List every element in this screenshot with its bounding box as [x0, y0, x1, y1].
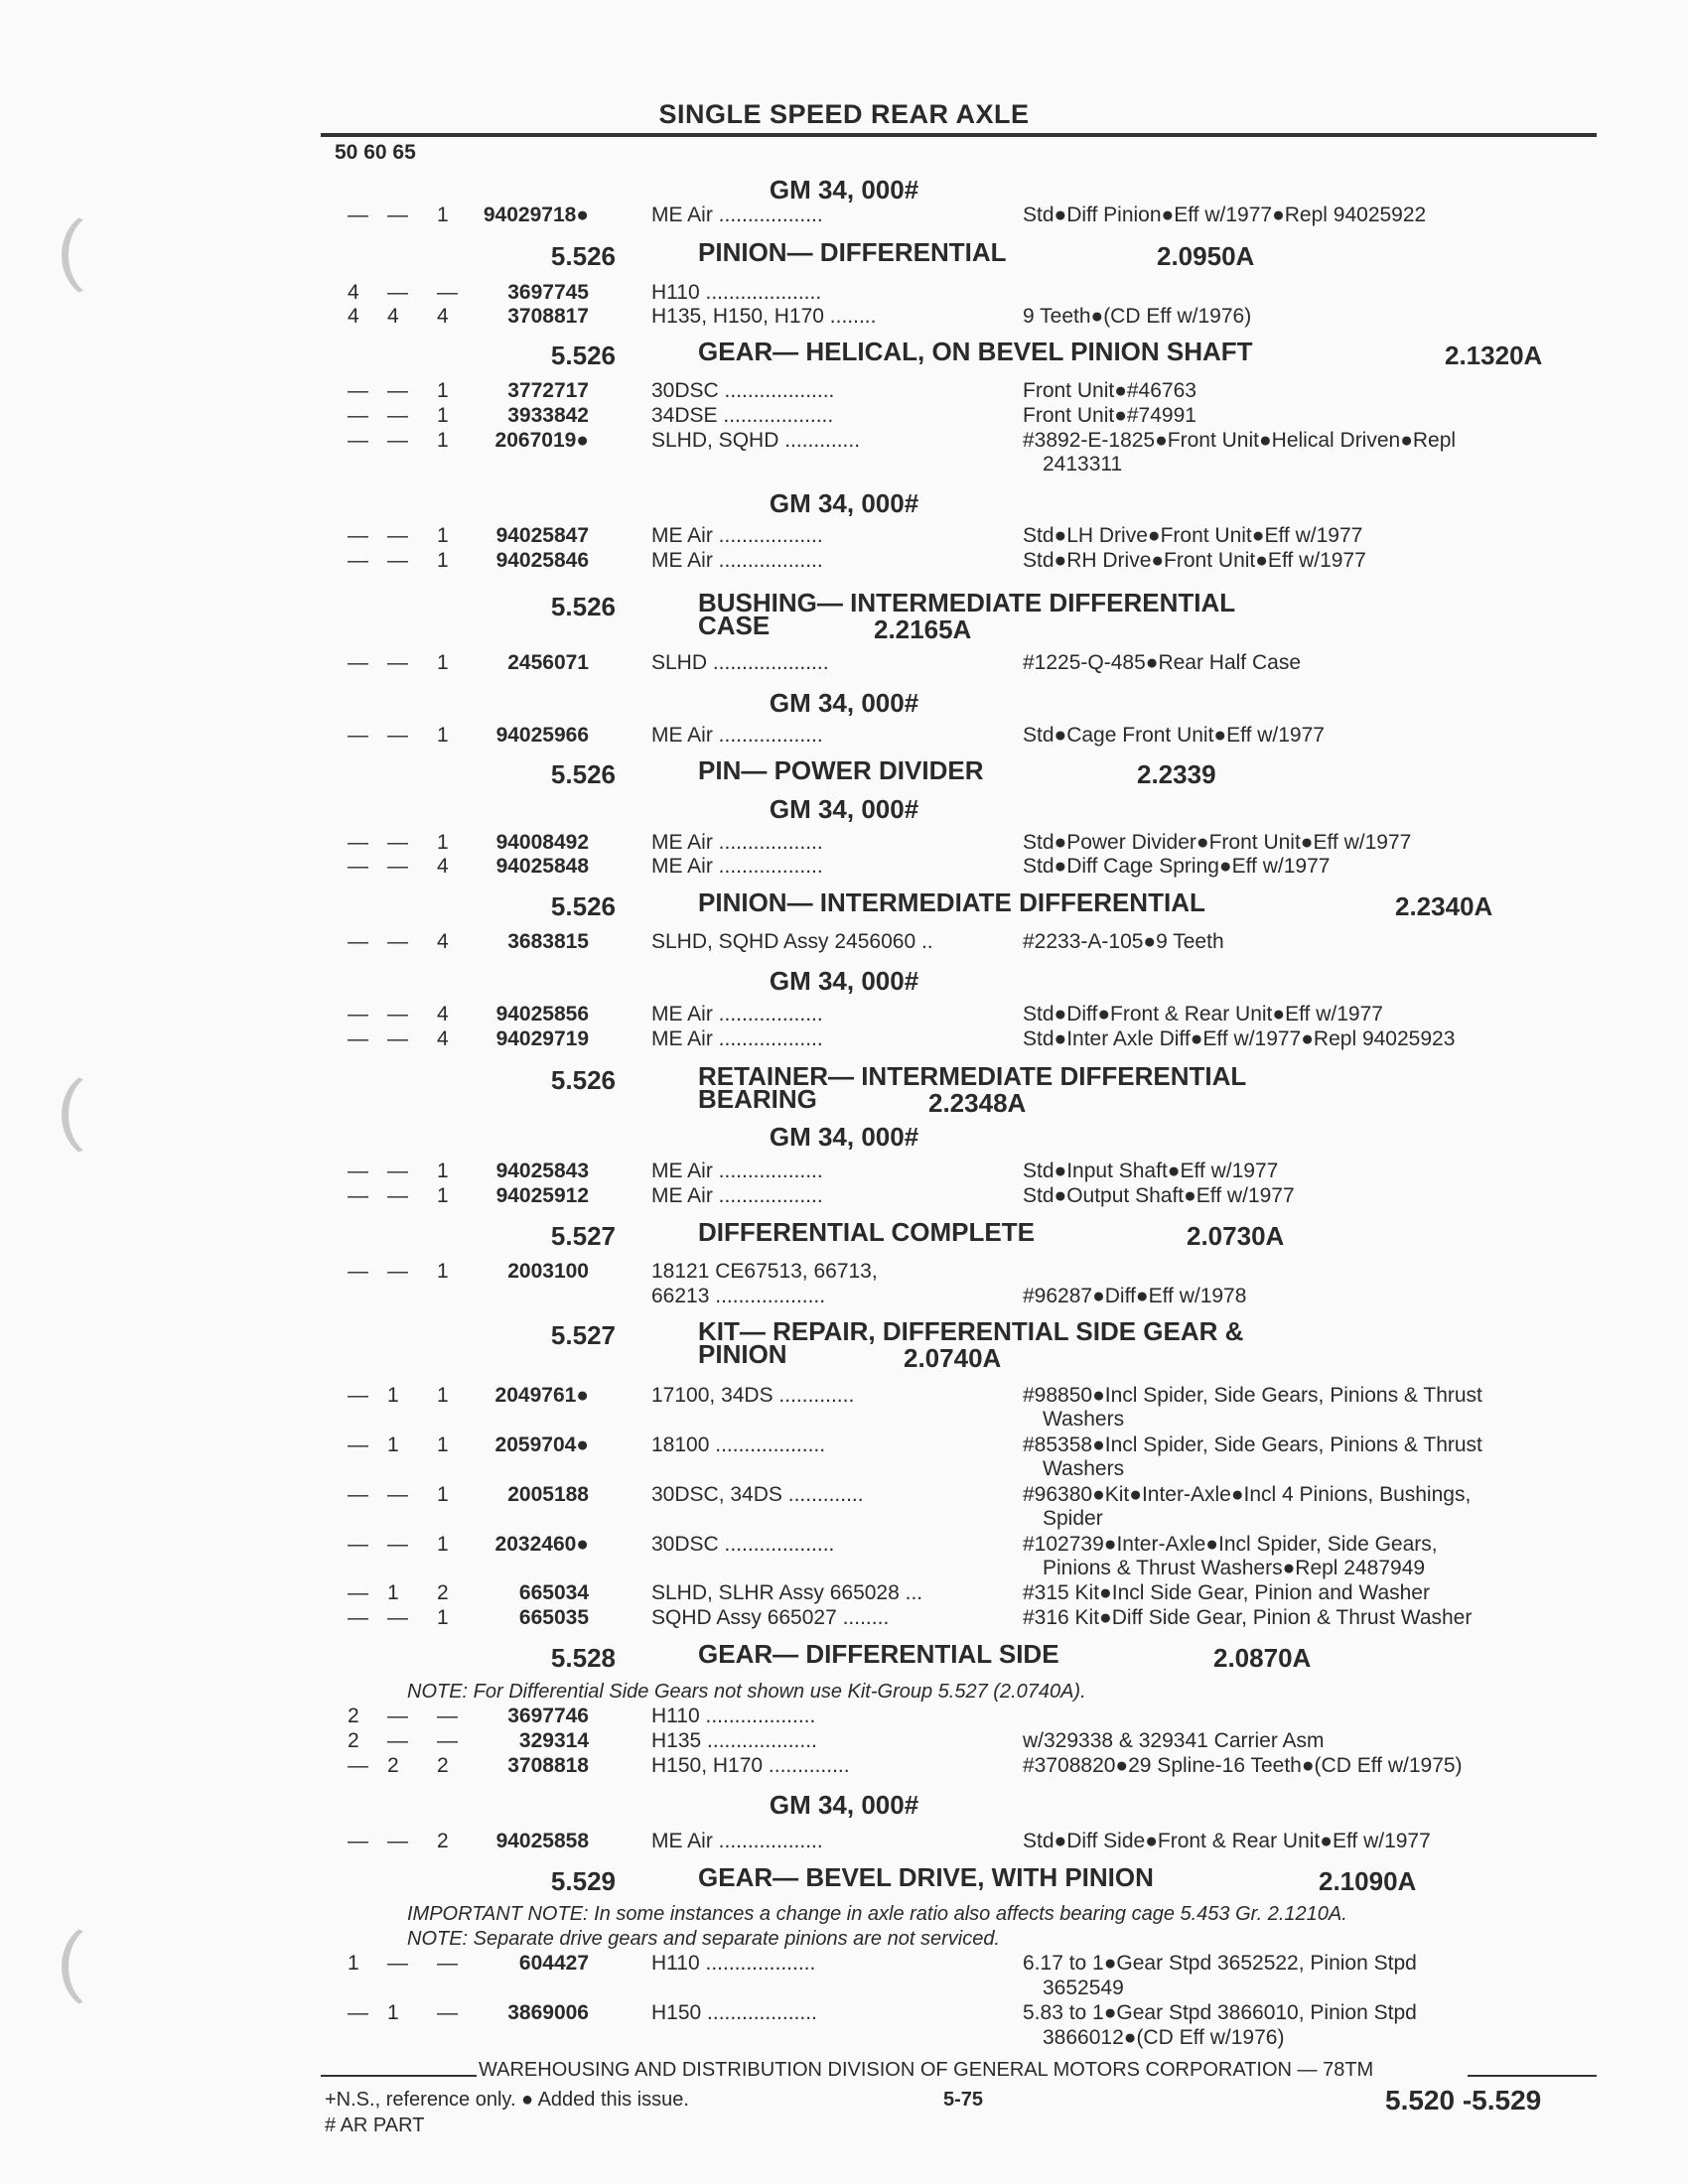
- qty-cell: —: [387, 1533, 408, 1556]
- application: H135, H150, H170 ........: [651, 305, 877, 328]
- remarks: Front Unit●#74991: [1023, 404, 1196, 427]
- part-number: 94008492: [495, 831, 589, 854]
- qty-cell: —: [387, 429, 408, 452]
- table-row: [0, 651, 1688, 677]
- gm-heading: GM 34, 000#: [769, 794, 919, 824]
- qty-cell: —: [387, 1027, 408, 1050]
- footer-legend-ar: # AR PART: [325, 2115, 425, 2136]
- section-note: NOTE: For Differential Side Gears not shown use Kit-Group 5.527 (2.0740A).: [407, 1681, 1086, 1703]
- section-title: PINION— DIFFERENTIAL: [698, 237, 1007, 267]
- qty-cell: —: [348, 855, 368, 878]
- application: H110 ...................: [651, 1952, 816, 1975]
- application: ME Air ..................: [651, 724, 823, 747]
- remarks: Front Unit●#46763: [1023, 379, 1196, 402]
- remarks: Washers: [1043, 1408, 1125, 1431]
- remarks: #96287●Diff●Eff w/1978: [1023, 1285, 1247, 1307]
- remarks: w/329338 & 329341 Carrier Asm: [1023, 1729, 1325, 1752]
- qty-cell: —: [348, 1754, 368, 1777]
- qty-cell: —: [348, 549, 368, 572]
- section-group-code: 2.0950A: [1157, 241, 1255, 271]
- remarks: Std●RH Drive●Front Unit●Eff w/1977: [1023, 549, 1366, 572]
- qty-cell: —: [348, 1830, 368, 1852]
- qty-cell: 1: [437, 1433, 449, 1456]
- qty-cell: 1: [437, 831, 449, 854]
- section-title: GEAR— HELICAL, ON BEVEL PINION SHAFT: [698, 337, 1253, 366]
- qty-cell: 1: [387, 1384, 399, 1407]
- application: H110 ....................: [651, 281, 822, 304]
- qty-cell: —: [348, 651, 368, 674]
- qty-cell: 1: [437, 204, 449, 226]
- remarks: #3708820●29 Spline-16 Teeth●(CD Eff w/1975): [1023, 1754, 1463, 1777]
- page-title: SINGLE SPEED REAR AXLE: [658, 99, 1030, 129]
- qty-cell: 4: [348, 281, 359, 304]
- section-number: 5.529: [550, 1866, 616, 1896]
- section-note: IMPORTANT NOTE: In some instances a change in axle ratio also affects bearing cage 5.453 Gr. 2.1210A.: [407, 1903, 1347, 1925]
- part-number: 3933842: [507, 404, 589, 427]
- part-number: 3708818: [507, 1754, 589, 1777]
- qty-cell: —: [348, 1184, 368, 1207]
- qty-cell: —: [348, 404, 368, 427]
- remarks: #85358●Incl Spider, Side Gears, Pinions & Thrust: [1023, 1433, 1482, 1456]
- qty-cell: 1: [437, 651, 449, 674]
- table-row: [0, 204, 1688, 229]
- gm-heading: GM 34, 000#: [769, 966, 919, 996]
- qty-cell: 1: [437, 1184, 449, 1207]
- table-row: [0, 1830, 1688, 1855]
- remarks: 9 Teeth●(CD Eff w/1976): [1023, 305, 1252, 328]
- qty-cell: 4: [437, 305, 449, 328]
- part-number: 2003100: [507, 1260, 589, 1283]
- qty-cell: 1: [387, 1581, 399, 1604]
- remarks: 2413311: [1043, 453, 1123, 476]
- gm-heading: GM 34, 000#: [769, 488, 919, 518]
- qty-cell: —: [437, 1952, 458, 1975]
- qty-cell: 1: [437, 379, 449, 402]
- qty-cell: —: [348, 724, 368, 747]
- part-number: 3683815: [507, 930, 589, 953]
- qty-cell: —: [387, 1705, 408, 1727]
- application: ME Air ..................: [651, 524, 823, 547]
- part-number: 2049761●: [494, 1384, 589, 1407]
- remarks: #96380●Kit●Inter-Axle●Incl 4 Pinions, Bushings,: [1023, 1483, 1472, 1506]
- table-row: [0, 930, 1688, 956]
- footer-rule-right: [1468, 2075, 1597, 2077]
- section-number: 5.526: [550, 592, 616, 621]
- qty-cell: —: [387, 549, 408, 572]
- qty-cell: —: [387, 651, 408, 674]
- table-row: [0, 524, 1688, 550]
- qty-cell: —: [348, 524, 368, 547]
- section-group-code: 2.2165A: [874, 614, 972, 644]
- remarks: 5.83 to 1●Gear Stpd 3866010, Pinion Stpd: [1023, 2001, 1417, 2024]
- table-row: [0, 1533, 1688, 1559]
- part-number: 2456071: [507, 651, 589, 674]
- section-title-continued: PINION: [698, 1339, 787, 1369]
- qty-cell: 1: [437, 1483, 449, 1506]
- qty-cell: —: [348, 1027, 368, 1050]
- qty-cell: —: [387, 1952, 408, 1975]
- remarks: Std●Inter Axle Diff●Eff w/1977●Repl 94025923: [1023, 1027, 1456, 1050]
- qty-cell: —: [348, 831, 368, 854]
- application: H150, H170 ..............: [651, 1754, 850, 1777]
- remarks: Washers: [1043, 1457, 1125, 1480]
- application: 66213 ...................: [651, 1285, 826, 1307]
- qty-cell: —: [387, 1003, 408, 1025]
- footer-division: WAREHOUSING AND DISTRIBUTION DIVISION OF GENERAL MOTORS CORPORATION — 78TM: [479, 2059, 1374, 2081]
- qty-cell: 2: [348, 1729, 359, 1752]
- section-title: KIT— REPAIR, DIFFERENTIAL SIDE GEAR &: [698, 1316, 1244, 1346]
- part-number: 94025856: [495, 1003, 589, 1025]
- qty-cell: —: [437, 2001, 458, 2024]
- application: 18121 CE67513, 66713,: [651, 1260, 878, 1283]
- section-group-code: 2.2340A: [1395, 891, 1493, 921]
- part-number: 94025848: [495, 855, 589, 878]
- application: 34DSE ...................: [651, 404, 834, 427]
- qty-cell: 1: [437, 1384, 449, 1407]
- table-row: [0, 1754, 1688, 1780]
- part-number: 94025843: [495, 1160, 589, 1182]
- table-row: [0, 1285, 1688, 1310]
- qty-cell: —: [437, 1729, 458, 1752]
- qty-cell: 2: [437, 1581, 449, 1604]
- qty-cell: —: [387, 524, 408, 547]
- qty-cell: 4: [437, 1003, 449, 1025]
- qty-cell: 1: [437, 1260, 449, 1283]
- section-group-code: 2.1320A: [1445, 341, 1543, 370]
- qty-cell: 2: [437, 1754, 449, 1777]
- application: H135 ...................: [651, 1729, 817, 1752]
- remarks: Std●Diff Side●Front & Rear Unit●Eff w/1977: [1023, 1830, 1431, 1852]
- qty-cell: 1: [387, 2001, 399, 2024]
- qty-cell: —: [387, 724, 408, 747]
- qty-cell: —: [387, 831, 408, 854]
- part-number: 665034: [518, 1581, 589, 1604]
- table-row: [0, 1606, 1688, 1632]
- application: ME Air ..................: [651, 1027, 823, 1050]
- table-row: [0, 1952, 1688, 1978]
- qty-cell: 1: [437, 1606, 449, 1629]
- table-row: [0, 404, 1688, 430]
- part-number: 3697745: [507, 281, 589, 304]
- part-number: 2005188: [507, 1483, 589, 1506]
- table-row: [0, 1457, 1688, 1483]
- qty-cell: —: [387, 281, 408, 304]
- section-title: GEAR— DIFFERENTIAL SIDE: [698, 1639, 1059, 1669]
- section-note: NOTE: Separate drive gears and separate pinions are not serviced.: [407, 1928, 1000, 1950]
- qty-cell: —: [348, 1003, 368, 1025]
- qty-cell: 1: [348, 1952, 359, 1975]
- part-number: 665035: [518, 1606, 589, 1629]
- qty-cell: 1: [437, 429, 449, 452]
- section-number: 5.526: [550, 891, 616, 921]
- table-row: [0, 305, 1688, 331]
- table-row: [0, 1184, 1688, 1210]
- application: ME Air ..................: [651, 1003, 823, 1025]
- qty-cell: 1: [437, 724, 449, 747]
- section-group-code: 2.1090A: [1319, 1866, 1417, 1896]
- application: 30DSC ...................: [651, 1533, 835, 1556]
- qty-cell: —: [387, 1160, 408, 1182]
- remarks: #102739●Inter-Axle●Incl Spider, Side Gears,: [1023, 1533, 1438, 1556]
- table-row: [0, 281, 1688, 307]
- application: ME Air ..................: [651, 855, 823, 878]
- remarks: 3866012●(CD Eff w/1976): [1043, 2026, 1285, 2049]
- section-title-continued: BEARING: [698, 1084, 817, 1114]
- part-number: 94025966: [495, 724, 589, 747]
- part-number: 604427: [518, 1952, 589, 1975]
- qty-cell: —: [387, 1830, 408, 1852]
- part-number: 94025858: [495, 1830, 589, 1852]
- section-title: BUSHING— INTERMEDIATE DIFFERENTIAL: [698, 588, 1236, 617]
- remarks: #98850●Incl Spider, Side Gears, Pinions & Thrust: [1023, 1384, 1482, 1407]
- remarks: Std●Cage Front Unit●Eff w/1977: [1023, 724, 1325, 747]
- application: SLHD, SQHD Assy 2456060 ..: [651, 930, 933, 953]
- application: ME Air ..................: [651, 831, 823, 854]
- section-group-code: 2.2339: [1137, 759, 1216, 789]
- table-row: [0, 1160, 1688, 1185]
- qty-cell: —: [387, 1260, 408, 1283]
- section-number: 5.528: [550, 1643, 616, 1673]
- gm-heading: GM 34, 000#: [769, 175, 919, 205]
- qty-cell: 4: [437, 855, 449, 878]
- qty-cell: —: [348, 930, 368, 953]
- qty-cell: 4: [348, 305, 359, 328]
- section-title: PIN— POWER DIVIDER: [698, 755, 984, 785]
- table-row: [0, 2026, 1688, 2052]
- remarks: #316 Kit●Diff Side Gear, Pinion & Thrust Washer: [1023, 1606, 1473, 1629]
- section-title: GEAR— BEVEL DRIVE, WITH PINION: [698, 1862, 1154, 1892]
- application: SLHD ....................: [651, 651, 829, 674]
- remarks: #3892-E-1825●Front Unit●Helical Driven●Repl: [1023, 429, 1457, 452]
- qty-cell: 2: [387, 1754, 399, 1777]
- application: H150 ...................: [651, 2001, 817, 2024]
- table-row: [0, 1581, 1688, 1607]
- remarks: #1225-Q-485●Rear Half Case: [1023, 651, 1301, 674]
- qty-cell: 4: [437, 930, 449, 953]
- part-number: 2067019●: [494, 429, 589, 452]
- qty-cell: —: [387, 1606, 408, 1629]
- part-number: 3869006: [507, 2001, 589, 2024]
- qty-cell: 2: [437, 1830, 449, 1852]
- qty-cell: 2: [348, 1705, 359, 1727]
- part-number: 329314: [518, 1729, 589, 1752]
- qty-cell: —: [348, 379, 368, 402]
- table-row: [0, 1408, 1688, 1433]
- table-row: [0, 1705, 1688, 1730]
- section-group-code: 2.0740A: [904, 1343, 1002, 1373]
- table-row: [0, 2001, 1688, 2027]
- table-row: [0, 724, 1688, 750]
- section-number: 5.527: [550, 1221, 616, 1251]
- remarks: Pinions & Thrust Washers●Repl 2487949: [1043, 1557, 1426, 1579]
- table-row: [0, 1729, 1688, 1755]
- remarks: 6.17 to 1●Gear Stpd 3652522, Pinion Stpd: [1023, 1952, 1417, 1975]
- table-row: [0, 831, 1688, 857]
- application: 30DSC, 34DS .............: [651, 1483, 864, 1506]
- gm-heading: GM 34, 000#: [769, 688, 919, 718]
- qty-cell: —: [348, 204, 368, 226]
- qty-cell: 1: [437, 524, 449, 547]
- qty-cell: —: [348, 1483, 368, 1506]
- header-rule: [321, 133, 1597, 137]
- qty-cell: —: [387, 204, 408, 226]
- qty-cell: —: [348, 1260, 368, 1283]
- section-number: 5.526: [550, 759, 616, 789]
- application: SLHD, SQHD .............: [651, 429, 861, 452]
- section-title: DIFFERENTIAL COMPLETE: [698, 1217, 1035, 1247]
- qty-cell: —: [348, 2001, 368, 2024]
- table-row: [0, 453, 1688, 478]
- table-row: [0, 1260, 1688, 1286]
- remarks: Std●Output Shaft●Eff w/1977: [1023, 1184, 1295, 1207]
- part-number: 94029719: [495, 1027, 589, 1050]
- remarks: Std●Diff Pinion●Eff w/1977●Repl 94025922: [1023, 204, 1427, 226]
- section-group-code: 2.2348A: [928, 1088, 1027, 1118]
- application: SLHD, SLHR Assy 665028 ...: [651, 1581, 923, 1604]
- remarks: Std●Diff Cage Spring●Eff w/1977: [1023, 855, 1331, 878]
- year-header: 50 60 65: [335, 141, 416, 164]
- application: ME Air ..................: [651, 549, 823, 572]
- table-row: [0, 1433, 1688, 1459]
- part-number: 94025847: [495, 524, 589, 547]
- qty-cell: —: [387, 1483, 408, 1506]
- part-number: 2059704●: [494, 1433, 589, 1456]
- qty-cell: —: [348, 1581, 368, 1604]
- qty-cell: —: [348, 1606, 368, 1629]
- section-number: 5.526: [550, 341, 616, 370]
- table-row: [0, 429, 1688, 455]
- section-group-code: 2.0870A: [1213, 1643, 1312, 1673]
- application: 17100, 34DS .............: [651, 1384, 855, 1407]
- application: SQHD Assy 665027 ........: [651, 1606, 890, 1629]
- qty-cell: 1: [437, 1160, 449, 1182]
- qty-cell: —: [437, 281, 458, 304]
- gm-heading: GM 34, 000#: [769, 1790, 919, 1820]
- part-number: 3708817: [507, 305, 589, 328]
- application: 18100 ...................: [651, 1433, 826, 1456]
- qty-cell: 1: [437, 404, 449, 427]
- section-title: RETAINER— INTERMEDIATE DIFFERENTIAL: [698, 1061, 1247, 1091]
- application: ME Air ..................: [651, 1184, 823, 1207]
- remarks: 3652549: [1043, 1977, 1124, 1999]
- table-row: [0, 1027, 1688, 1053]
- section-number: 5.526: [550, 241, 616, 271]
- table-row: [0, 1507, 1688, 1533]
- gm-heading: GM 34, 000#: [769, 1122, 919, 1152]
- footer-legend: +N.S., reference only. ● Added this issue.: [325, 2089, 689, 2111]
- application: ME Air ..................: [651, 1830, 823, 1852]
- section-group-code: 2.0730A: [1187, 1221, 1285, 1251]
- part-number: 94025912: [495, 1184, 589, 1207]
- table-row: [0, 379, 1688, 405]
- part-number: 3772717: [507, 379, 589, 402]
- qty-cell: —: [437, 1705, 458, 1727]
- remarks: Std●Power Divider●Front Unit●Eff w/1977: [1023, 831, 1412, 854]
- section-number: 5.527: [550, 1320, 616, 1350]
- table-row: [0, 1003, 1688, 1028]
- application: H110 ...................: [651, 1705, 816, 1727]
- table-row: [0, 1483, 1688, 1509]
- remarks: Std●Diff●Front & Rear Unit●Eff w/1977: [1023, 1003, 1383, 1025]
- remarks: Std●Input Shaft●Eff w/1977: [1023, 1160, 1279, 1182]
- table-row: [0, 855, 1688, 881]
- section-number: 5.526: [550, 1065, 616, 1095]
- qty-cell: 1: [387, 1433, 399, 1456]
- section-range: 5.520 -5.529: [1385, 2085, 1542, 2116]
- remarks: #2233-A-105●9 Teeth: [1023, 930, 1224, 953]
- part-number: 94029718●: [483, 204, 589, 226]
- qty-cell: —: [348, 1160, 368, 1182]
- application: 30DSC ...................: [651, 379, 835, 402]
- remarks: Spider: [1043, 1507, 1103, 1530]
- qty-cell: 4: [437, 1027, 449, 1050]
- qty-cell: 1: [437, 549, 449, 572]
- application: ME Air ..................: [651, 204, 823, 226]
- part-number: 3697746: [507, 1705, 589, 1727]
- remarks: Std●LH Drive●Front Unit●Eff w/1977: [1023, 524, 1363, 547]
- qty-cell: —: [348, 429, 368, 452]
- qty-cell: —: [387, 1729, 408, 1752]
- qty-cell: —: [387, 379, 408, 402]
- page-number: 5-75: [943, 2089, 984, 2111]
- qty-cell: —: [387, 930, 408, 953]
- qty-cell: —: [348, 1384, 368, 1407]
- section-title: PINION— INTERMEDIATE DIFFERENTIAL: [698, 887, 1205, 917]
- part-number: 94025846: [495, 549, 589, 572]
- qty-cell: —: [387, 855, 408, 878]
- table-row: [0, 1557, 1688, 1582]
- qty-cell: 4: [387, 305, 399, 328]
- table-row: [0, 1384, 1688, 1410]
- table-row: [0, 1977, 1688, 2002]
- qty-cell: —: [348, 1433, 368, 1456]
- qty-cell: 1: [437, 1533, 449, 1556]
- qty-cell: —: [387, 1184, 408, 1207]
- table-row: [0, 549, 1688, 575]
- application: ME Air ..................: [651, 1160, 823, 1182]
- qty-cell: —: [348, 1533, 368, 1556]
- part-number: 2032460●: [494, 1533, 589, 1556]
- footer-rule-left: [321, 2075, 477, 2077]
- remarks: #315 Kit●Incl Side Gear, Pinion and Washer: [1023, 1581, 1430, 1604]
- qty-cell: —: [387, 404, 408, 427]
- section-title-continued: CASE: [698, 611, 771, 640]
